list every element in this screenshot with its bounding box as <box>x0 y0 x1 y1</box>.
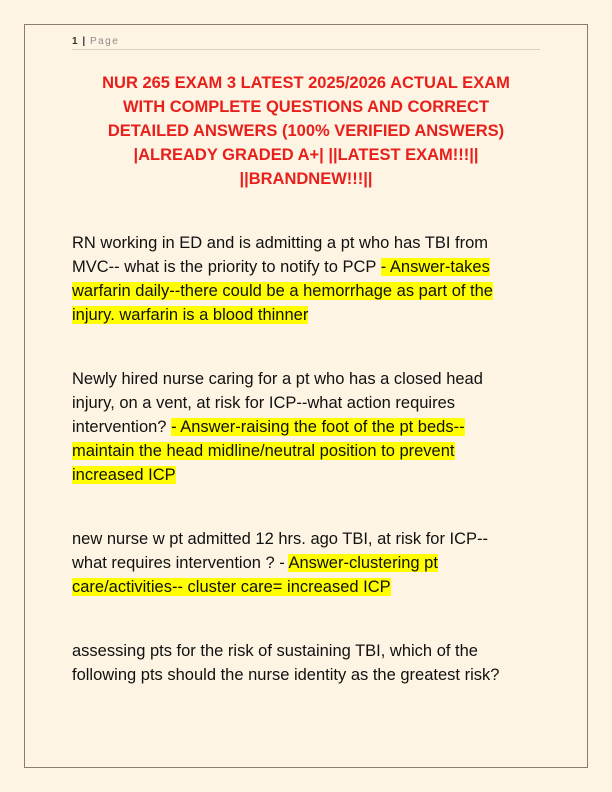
answer-text: care/activities-- cluster care= increased ICP <box>72 578 391 596</box>
qa-item-1 <box>72 231 542 327</box>
question-text: injury, on a vent, at risk for ICP--what action requires <box>72 394 456 412</box>
question-text: intervention? <box>72 418 172 436</box>
answer-text: - Answer-raising the foot of the pt beds-- <box>171 418 465 436</box>
title-line: NUR 265 EXAM 3 LATEST 2025/2026 ACTUAL EXAM <box>102 74 510 92</box>
answer-text: maintain the head midline/neutral position to prevent <box>72 442 455 460</box>
answer-text: increased ICP <box>72 466 176 484</box>
answer-text: warfarin daily--there could be a hemorrhage as part of the <box>72 282 493 300</box>
answer-text: - Answer-takes <box>380 258 490 276</box>
page-header <box>72 36 540 50</box>
question-text: RN working in ED and is admitting a pt who has TBI from <box>72 234 489 252</box>
page-label: Page <box>89 36 120 47</box>
document-title <box>72 71 540 191</box>
title-line: |ALREADY GRADED A+| ||LATEST EXAM!!!|| <box>133 146 479 164</box>
question-text: new nurse w pt admitted 12 hrs. ago TBI, at risk for ICP-- <box>72 530 489 548</box>
qa-item-2 <box>72 367 542 487</box>
qa-item-4 <box>72 639 542 687</box>
question-text: assessing pts for the risk of sustaining TBI, which of the <box>72 642 478 660</box>
page-separator: | <box>82 36 86 47</box>
question-text: MVC-- what is the priority to notify to PCP <box>72 258 381 276</box>
qa-item-3 <box>72 527 542 599</box>
answer-text: injury. warfarin is a blood thinner <box>72 306 309 324</box>
question-text: following pts should the nurse identity as the greatest risk? <box>72 666 500 684</box>
page-number: 1 <box>72 36 78 47</box>
question-text: Newly hired nurse caring for a pt who has a closed head <box>72 370 483 388</box>
answer-text: Answer-clustering pt <box>288 554 438 572</box>
title-line: ||BRANDNEW!!!|| <box>239 170 373 188</box>
question-text: what requires intervention ? - <box>72 554 289 572</box>
title-line: DETAILED ANSWERS (100% VERIFIED ANSWERS) <box>107 122 505 140</box>
title-line: WITH COMPLETE QUESTIONS AND CORRECT <box>122 98 490 116</box>
